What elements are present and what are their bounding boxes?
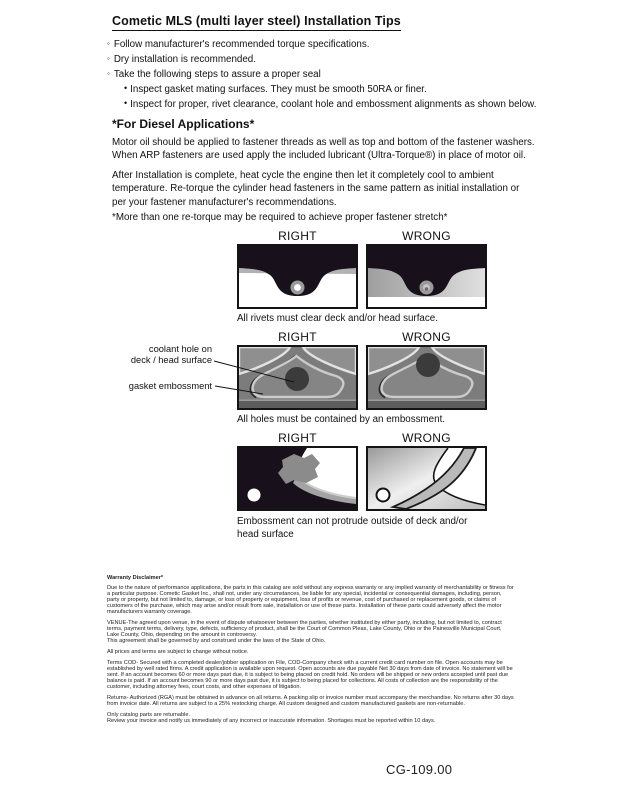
rivet-clearance-wrong-panel — [366, 244, 487, 309]
embossment-protrusion-right-graphic — [239, 448, 356, 509]
rivet-clearance-right-panel — [237, 244, 358, 309]
open-circle-bullet-icon: ◦ — [107, 54, 110, 63]
open-circle-bullet-icon: ◦ — [107, 39, 110, 48]
diagram2-wrong-label: WRONG — [402, 330, 451, 344]
list-item — [107, 82, 536, 97]
rivet-clearance-right-graphic — [239, 246, 356, 307]
open-circle-bullet-icon: ◦ — [107, 69, 110, 78]
rivet-clearance-wrong-graphic — [368, 246, 485, 307]
diagram2-caption: All holes must be contained by an embossment. — [237, 414, 446, 425]
legal-paragraph: Due to the nature of performance applications, the parts in this catalog are sold without any express warranty or any implied warranty of merchantability or fitness for a particular purpose. Cometic Gasket Inc., shall not, under any circumstances, be liable for any special, incidental or consequential damages, including, person, party or property, but not limited to, damage, or loss of property or equipment, loss of profits or revenue, cost of purchased or replacement goods, or claims of customers of the purchase, which may arise and/or result from sale, installation or use of these parts. Installation of these parts could adversely affect the motor manufacturers warranty coverage. — [107, 585, 514, 616]
embossment-protrusion-wrong-panel — [366, 446, 487, 511]
bullet-text: Take the following steps to assure a proper seal — [113, 69, 321, 80]
embossment-protrusion-wrong-graphic — [368, 448, 485, 509]
embossment-protrusion-right-panel — [237, 446, 358, 511]
legal-paragraph: Review your invoice and notify us immediately of any incorrect or inaccurate information. Shortages must be reported within 10 days. — [107, 717, 436, 724]
diagram3-caption: Embossment can not protrude outside of deck and/or head surface — [237, 516, 468, 540]
legal-paragraph: Returns- Authorized (RGA) must be obtained in advance on all returns. A packing slip or invoice number must accompany the merchandise. No returns after 30 days from invoice date. All returns are subject to a 25% restocking charge. All custom designed and custom manufactured gaskets are non-returnable. — [107, 694, 514, 707]
list-item — [107, 67, 536, 82]
bullet-text: Dry installation is recommended. — [113, 54, 256, 65]
bullet-text: Inspect gasket mating surfaces. They must be smooth 50RA or finer. — [130, 84, 427, 95]
diagram1-right-label: RIGHT — [278, 229, 317, 243]
filled-bullet-icon: • — [124, 98, 128, 108]
legal-paragraph: Only catalog parts are returnable. — [107, 711, 191, 718]
page-title: Cometic MLS (multi layer steel) Installation Tips — [112, 14, 401, 31]
diesel-paragraph: Motor oil should be applied to fastener threads as well as top and bottom of the fastener washers. When ARP fasteners are used apply the included lubricant (Ultra-Torque®) in place of motor oil. — [112, 137, 535, 162]
diagram1-wrong-label: WRONG — [402, 229, 451, 243]
legal-paragraph: Terms COD- Secured with a completed dealer/jobber application on File, COD-Company check with a current credit card number on file. Open accounts may be established by well rated firms. A credit application is available upon request. Open accounts are due payable Net 30 days from date of invoice. No statement will be sent. If an account becomes 60 or more days past due, it is subject to being placed on credit hold. No orders will be shipped or new orders accepted until past due balance is paid. If an account becomes 90 or more days past due, it is subject to being placed for collections. All costs of collection are the responsibility of the customer, including attorney fees, court costs, and other expenses of litigation. — [107, 659, 513, 691]
diagram3-right-label: RIGHT — [278, 431, 317, 445]
embossment-containment-wrong-graphic — [368, 347, 485, 408]
filled-bullet-icon: • — [124, 83, 128, 93]
installation-tips-list — [107, 37, 536, 112]
list-item — [107, 97, 536, 112]
retorque-note: *More than one re-torque may be required to achieve proper fastener stretch* — [112, 212, 448, 223]
annotation-line: coolant hole on — [148, 344, 212, 354]
diesel-section-heading: *For Diesel Applications* — [112, 117, 255, 131]
legal-paragraph: This agreement shall be governed by and construed under the laws of the State of Ohio. — [107, 638, 326, 645]
embossment-containment-wrong-panel — [366, 345, 487, 410]
list-item — [107, 37, 536, 52]
embossment-containment-right-panel — [237, 345, 358, 410]
warranty-heading: Warranty Disclaimer* — [107, 575, 164, 581]
legal-paragraph: All prices and terms are subject to change without notice. — [107, 649, 249, 656]
diagram1-caption: All rivets must clear deck and/or head surface. — [237, 313, 438, 324]
embossment-containment-right-graphic — [239, 347, 356, 408]
diagram3-wrong-label: WRONG — [402, 431, 451, 445]
bullet-text: Inspect for proper, rivet clearance, coolant hole and embossment alignments as shown below. — [130, 99, 537, 110]
page-code: CG-109.00 — [386, 762, 453, 777]
gasket-embossment-annotation: gasket embossment — [128, 381, 212, 391]
legal-paragraph: VENUE-The agreed upon venue, in the event of dispute whatsoever between the parties, whether instituted by either party, including, but not limited to, contract terms, payment terms, delivery, type, defects, sufficiency of product, shall be the Court of Common Pleas, Lake County, Ohio or the Painesville Municipal Court, Lake County, Ohio, depending on the amount in controversy. — [107, 620, 502, 639]
bullet-text: Follow manufacturer's recommended torque specifications. — [113, 39, 370, 50]
diagram2-right-label: RIGHT — [278, 330, 317, 344]
diesel-paragraph: After Installation is complete, heat cycle the engine then let it completely cool to ambient temperature. Re-torque the cylinder head fasteners in the same pattern as initial installation or per your fastener manufacturer's recommendations. — [112, 170, 520, 208]
annotation-line: deck / head surface — [130, 355, 212, 365]
warranty-disclaimer-block — [107, 575, 515, 728]
list-item — [107, 52, 536, 67]
coolant-hole-annotation — [100, 344, 212, 366]
